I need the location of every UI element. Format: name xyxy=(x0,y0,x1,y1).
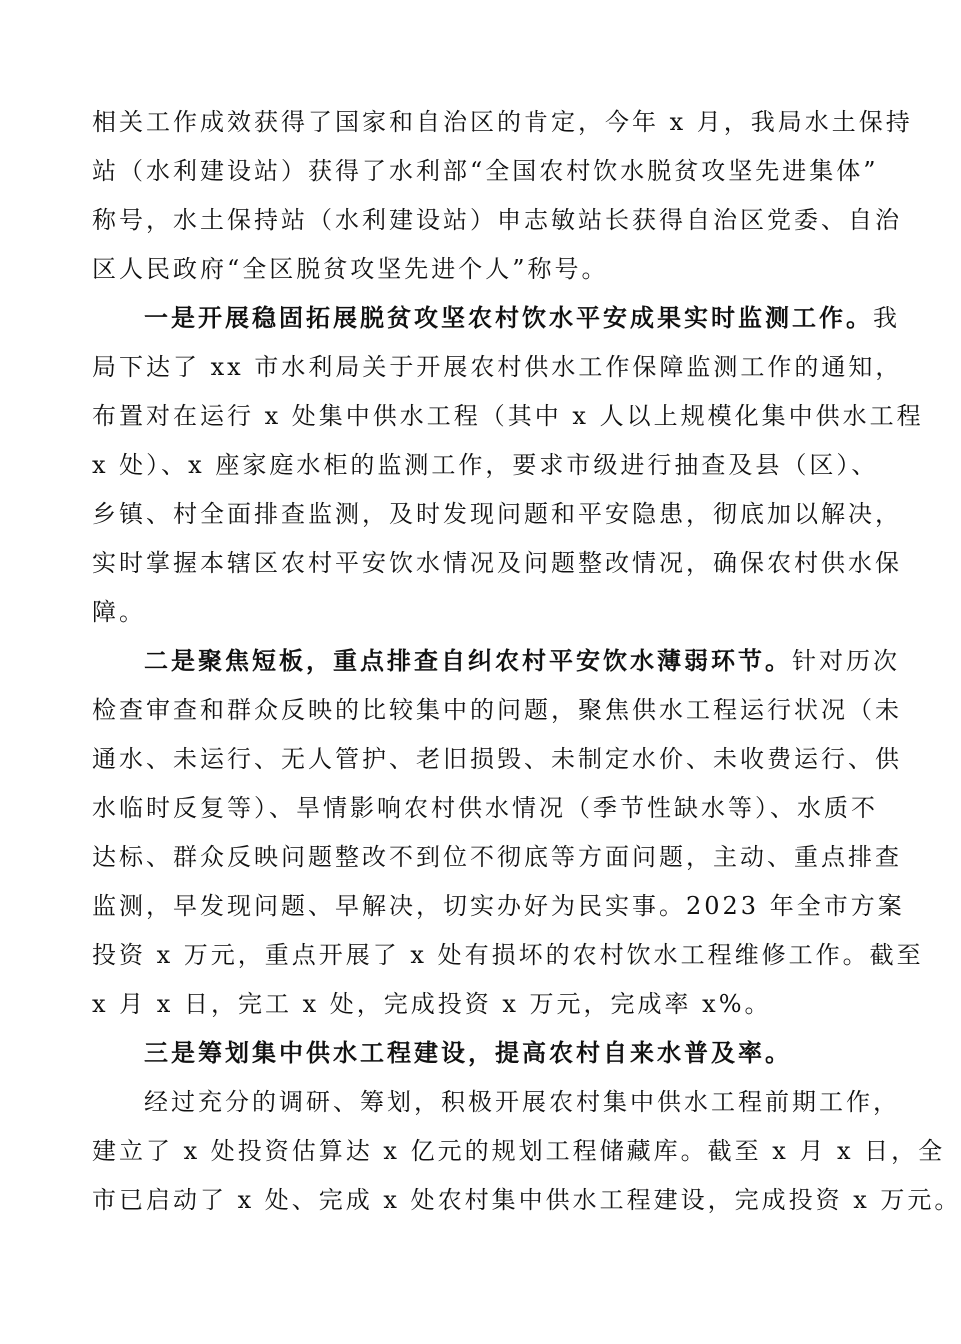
paragraph-line: 局下达了 xx 市水利局关于开展农村供水工作保障监测工作的通知， xyxy=(92,353,903,381)
paragraph-line: 站（水利建设站）获得了水利部“全国农村饮水脱贫攻坚先进集体” xyxy=(92,157,879,185)
paragraph-line: 乡镇、村全面排查监测，及时发现问题和平安隐患，彻底加以解决， xyxy=(92,500,902,528)
paragraph-4 xyxy=(92,1029,862,1078)
paragraph-line: 相关工作成效获得了国家和自治区的肯定，今年 x 月，我局水土保持 xyxy=(92,108,913,136)
section-heading-3: 三是筹划集中供水工程建设，提高农村自来水普及率。 xyxy=(144,1039,792,1067)
paragraph-line: 经过充分的调研、筹划，积极开展农村集中供水工程前期工作， xyxy=(144,1088,900,1116)
paragraph-3 xyxy=(92,637,924,1029)
paragraph-text: 针对历次 xyxy=(792,647,900,675)
paragraph-first-line xyxy=(92,637,900,686)
paragraph-line: x 处）、x 座家庭水柜的监测工作，要求市级进行抽查及县（区）、 xyxy=(92,451,879,479)
paragraph-1 xyxy=(92,98,913,294)
paragraph-line: 通水、未运行、无人管护、老旧损毁、未制定水价、未收费运行、供 xyxy=(92,745,902,773)
paragraph-line: 障。 xyxy=(92,598,146,626)
paragraph-line: 市已启动了 x 处、完成 x 处农村集中供水工程建设，完成投资 x 万元。 xyxy=(92,1186,961,1214)
paragraph-line: 布置对在运行 x 处集中供水工程（其中 x 人以上规模化集中供水工程 xyxy=(92,402,924,430)
paragraph-5 xyxy=(92,1078,961,1225)
paragraph-line: 建立了 x 处投资估算达 x 亿元的规划工程储藏库。截至 x 月 x 日，全 xyxy=(92,1137,946,1165)
paragraph-line: x 月 x 日，完工 x 处，完成投资 x 万元，完成率 x%。 xyxy=(92,990,772,1018)
paragraph-line: 称号，水土保持站（水利建设站）申志敏站长获得自治区党委、自治 xyxy=(92,206,902,234)
section-heading-2: 二是聚焦短板，重点排查自纠农村平安饮水薄弱环节。 xyxy=(144,647,792,675)
paragraph-line: 达标、群众反映问题整改不到位不彻底等方面问题，主动、重点排查 xyxy=(92,843,902,871)
document-page xyxy=(92,98,961,1225)
paragraph-first-line xyxy=(92,294,900,343)
paragraph-2 xyxy=(92,294,924,637)
paragraph-line: 实时掌握本辖区农村平安饮水情况及问题整改情况，确保农村供水保 xyxy=(92,549,902,577)
section-heading-1: 一是开展稳固拓展脱贫攻坚农村饮水平安成果实时监测工作。 xyxy=(144,304,873,332)
paragraph-line: 检查审查和群众反映的比较集中的问题，聚焦供水工程运行状况（未 xyxy=(92,696,902,724)
paragraph-line: 投资 x 万元，重点开展了 x 处有损坏的农村饮水工程维修工作。截至 xyxy=(92,941,924,969)
paragraph-text: 我 xyxy=(873,304,900,332)
paragraph-line: 水临时反复等）、旱情影响农村供水情况（季节性缺水等）、水质不 xyxy=(92,794,878,822)
paragraph-line: 区人民政府“全区脱贫攻坚先进个人”称号。 xyxy=(92,255,609,283)
paragraph-line: 监测，早发现问题、早解决，切实办好为民实事。2023 年全市方案 xyxy=(92,892,905,920)
